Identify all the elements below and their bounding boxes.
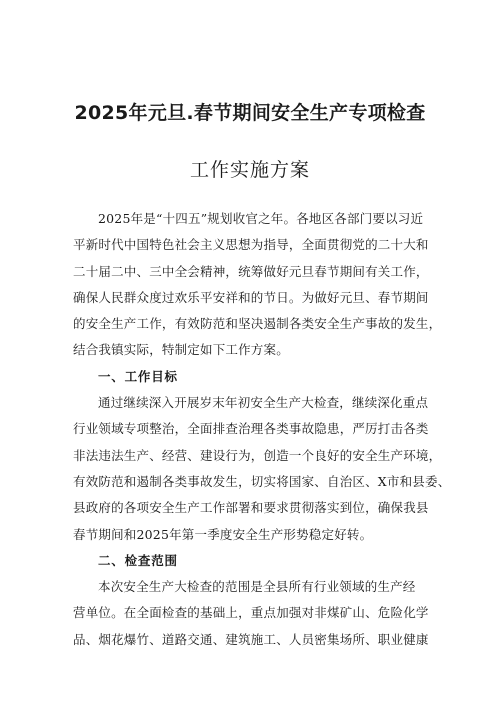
- paragraph-line: 有效防范和遏制各类事故发生，切实将国家、自治区、X市和县委、: [73, 473, 451, 489]
- paragraph-intro: [73, 206, 442, 364]
- document-title-line-2: 工作实施方案: [189, 159, 310, 181]
- paragraph-line: 本次安全生产大检查的范围是全县所有行业领域的生产经: [98, 579, 416, 595]
- paragraph-line: 县政府的各项安全生产工作部署和要求贯彻落实到位，确保我县: [73, 500, 429, 516]
- paragraph-line: 品、烟花爆竹、道路交通、建筑施工、人员密集场所、职业健康: [73, 631, 429, 647]
- paragraph-line: 营单位。在全面检查的基础上，重点加强对非煤矿山、危险化学: [73, 605, 429, 621]
- paragraph-line: 春节期间和2025年第一季度安全生产形势稳定好转。: [73, 526, 373, 542]
- paragraph-line: 2025年是“十四五”规划收官之年。各地区各部门要以习近: [98, 211, 424, 226]
- section-heading-scope: 二、检查范围: [98, 552, 178, 568]
- paragraph-line: 二十届二中、三中全会精神，统筹做好元旦春节期间有关工作，: [73, 263, 429, 279]
- document-title-line-1: 2025年元旦.春节期间安全生产专项检查: [74, 102, 426, 124]
- paragraph-line: 确保人民群众度过欢乐平安祥和的节日。为做好元旦、春节期间: [73, 289, 429, 305]
- paragraph-scope: [73, 574, 431, 653]
- paragraph-line: 行业领域专项整治，全面排查治理各类事故隐患，严厉打击各类: [73, 421, 429, 437]
- document-body: [73, 206, 451, 653]
- section-heading-goals: 一、工作目标: [98, 368, 178, 384]
- paragraph-line: 通过继续深入开展岁末年初安全生产大检查，继续深化重点: [98, 395, 429, 411]
- paragraph-line: 结合我镇实际，特制定如下工作方案。: [73, 342, 289, 358]
- paragraph-line: 非法违法生产、经营、建设行为，创造一个良好的安全生产环境，: [73, 447, 442, 463]
- paragraph-line: 平新时代中国特色社会主义思想为指导，全面贯彻党的二十大和: [73, 237, 429, 253]
- paragraph-line: 的安全生产工作，有效防范和坚决遏制各类安全生产事故的发生，: [73, 316, 442, 332]
- paragraph-goals: [73, 390, 451, 548]
